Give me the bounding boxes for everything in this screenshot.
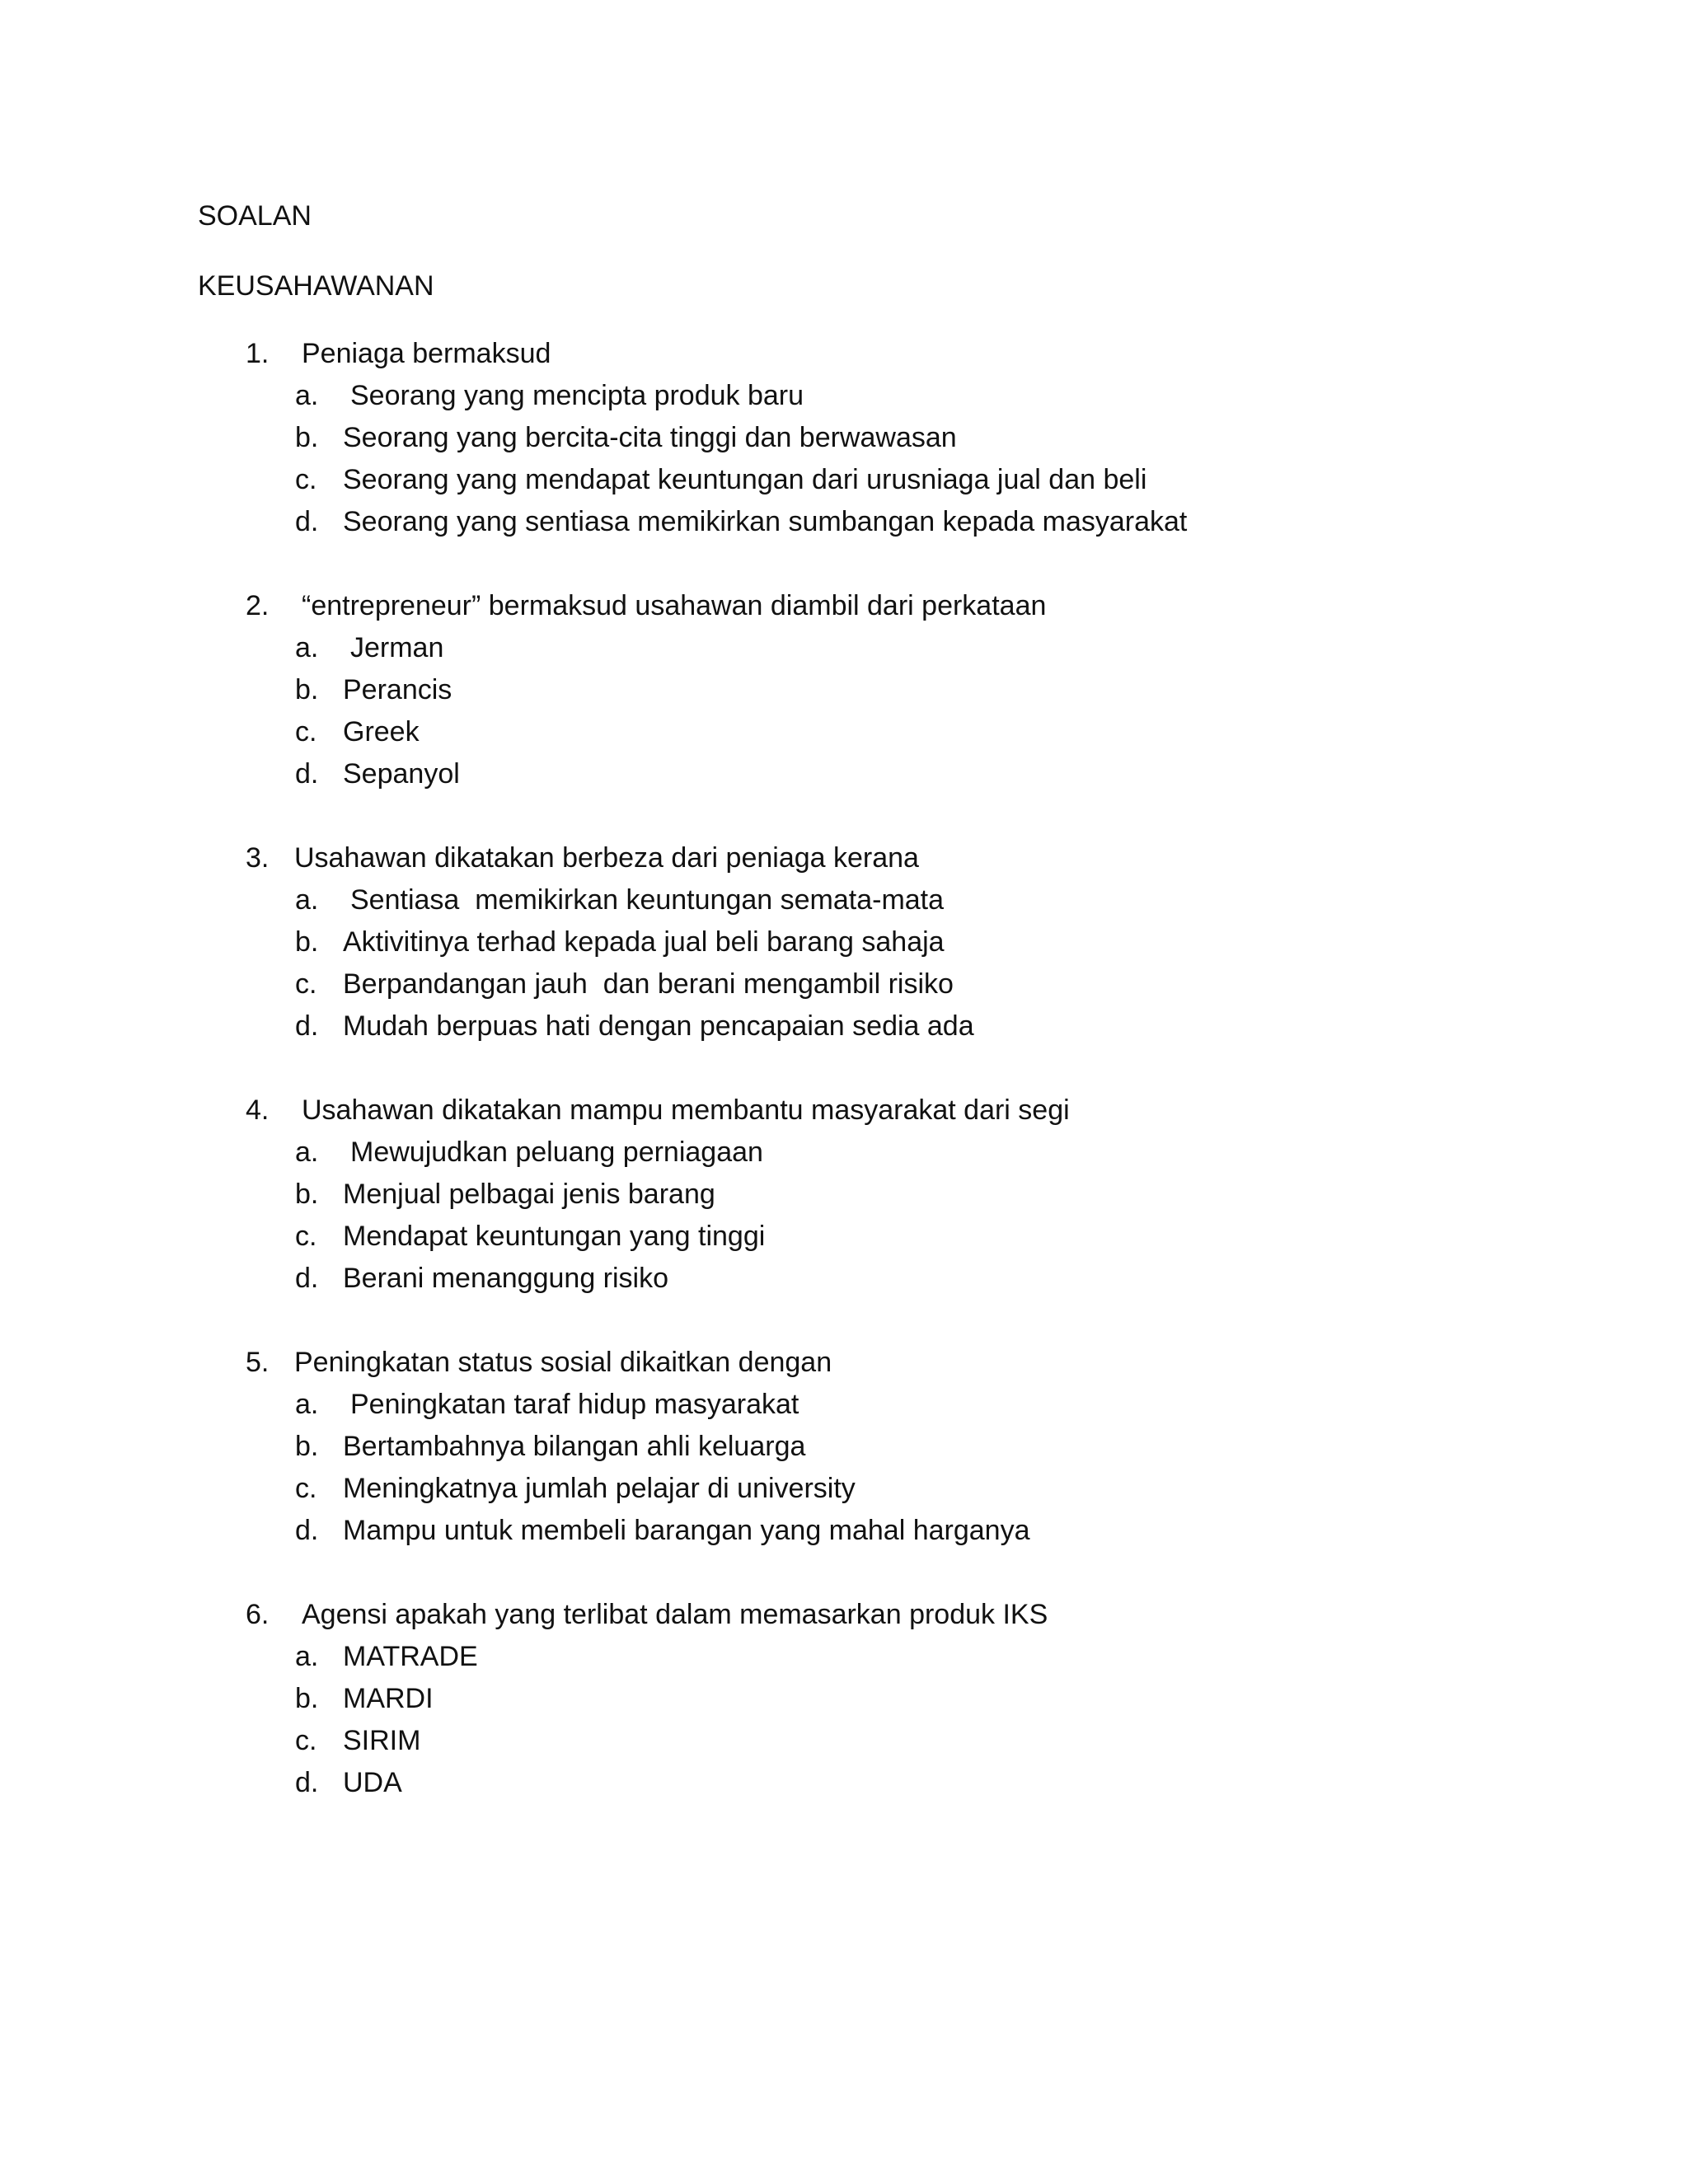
question-number: 6. <box>246 1599 270 1630</box>
option-row-c <box>0 1720 1688 1762</box>
option-text: Seorang yang sentiasa memikirkan sumbangan kepada masyarakat <box>343 506 1188 537</box>
option-letter: a. <box>295 1137 319 1168</box>
question-row <box>0 837 1688 879</box>
option-row-d <box>0 1005 1688 1047</box>
option-text: Jerman <box>350 632 444 663</box>
option-letter: c. <box>295 968 317 1000</box>
option-text: Berani menanggung risiko <box>343 1263 669 1294</box>
option-text: Bertambahnya bilangan ahli keluarga <box>343 1431 806 1462</box>
option-text: Sepanyol <box>343 758 460 790</box>
option-text: Perancis <box>343 674 452 705</box>
option-row-d <box>0 1762 1688 1804</box>
question-text: Peniaga bermaksud <box>302 338 551 369</box>
question-5 <box>0 1342 1688 1552</box>
option-row-c <box>0 1216 1688 1258</box>
option-text: MARDI <box>343 1683 434 1714</box>
subject-heading: KEUSAHAWANAN <box>198 270 434 302</box>
option-text: Mendapat keuntungan yang tinggi <box>343 1221 766 1252</box>
option-row-d <box>0 1510 1688 1552</box>
option-row-b <box>0 921 1688 963</box>
option-letter: a. <box>295 1641 319 1672</box>
question-6 <box>0 1594 1688 1804</box>
option-text: Mewujudkan peluang perniagaan <box>350 1137 763 1168</box>
option-text: Seorang yang mencipta produk baru <box>350 380 804 411</box>
question-text: Peningkatan status sosial dikaitkan dengan <box>294 1347 832 1378</box>
option-row-c <box>0 1468 1688 1510</box>
option-letter: b. <box>295 926 319 958</box>
option-row-b <box>0 669 1688 711</box>
option-row-b <box>0 417 1688 459</box>
option-text: Seorang yang bercita-cita tinggi dan berwawasan <box>343 422 957 453</box>
option-letter: c. <box>295 1221 317 1252</box>
page-title: SOALAN <box>198 200 312 232</box>
option-text: Greek <box>343 716 420 748</box>
option-text: Seorang yang mendapat keuntungan dari urusniaga jual dan beli <box>343 464 1147 495</box>
option-letter: d. <box>295 1767 319 1798</box>
question-2 <box>0 585 1688 795</box>
question-row <box>0 1342 1688 1384</box>
option-letter: b. <box>295 1179 319 1210</box>
option-row-d <box>0 1258 1688 1300</box>
question-1 <box>0 333 1688 543</box>
option-row-c <box>0 711 1688 753</box>
option-letter: c. <box>295 716 317 748</box>
option-row-a <box>0 1636 1688 1678</box>
option-text: Sentiasa memikirkan keuntungan semata-mata <box>350 884 945 916</box>
question-number: 4. <box>246 1094 270 1126</box>
option-letter: d. <box>295 506 319 537</box>
option-row-c <box>0 963 1688 1005</box>
option-row-a <box>0 879 1688 921</box>
option-row-a <box>0 375 1688 417</box>
option-letter: d. <box>295 1515 319 1546</box>
option-letter: c. <box>295 1725 317 1756</box>
question-number: 3. <box>246 842 270 874</box>
question-3 <box>0 837 1688 1047</box>
option-row-d <box>0 501 1688 543</box>
option-letter: a. <box>295 632 319 663</box>
option-letter: c. <box>295 464 317 495</box>
question-4 <box>0 1090 1688 1300</box>
option-row-c <box>0 459 1688 501</box>
option-text: UDA <box>343 1767 402 1798</box>
option-row-b <box>0 1174 1688 1216</box>
option-letter: b. <box>295 1683 319 1714</box>
option-letter: c. <box>295 1473 317 1504</box>
question-text: Agensi apakah yang terlibat dalam memasarkan produk IKS <box>302 1599 1048 1630</box>
option-letter: d. <box>295 1010 319 1042</box>
option-letter: d. <box>295 758 319 790</box>
option-row-a <box>0 1384 1688 1426</box>
option-letter: b. <box>295 422 319 453</box>
question-row <box>0 1090 1688 1132</box>
question-text: “entrepreneur” bermaksud usahawan diambil dari perkataan <box>302 590 1047 621</box>
option-text: MATRADE <box>343 1641 478 1672</box>
option-text: Mampu untuk membeli barangan yang mahal harganya <box>343 1515 1030 1546</box>
question-text: Usahawan dikatakan mampu membantu masyarakat dari segi <box>302 1094 1070 1126</box>
question-row <box>0 333 1688 375</box>
option-letter: b. <box>295 674 319 705</box>
question-number: 2. <box>246 590 270 621</box>
question-row <box>0 1594 1688 1636</box>
option-text: Mudah berpuas hati dengan pencapaian sedia ada <box>343 1010 974 1042</box>
option-text: Berpandangan jauh dan berani mengambil risiko <box>343 968 954 1000</box>
option-row-d <box>0 753 1688 795</box>
option-row-b <box>0 1426 1688 1468</box>
option-letter: b. <box>295 1431 319 1462</box>
option-row-a <box>0 1132 1688 1174</box>
option-letter: a. <box>295 884 319 916</box>
option-row-a <box>0 627 1688 669</box>
question-text: Usahawan dikatakan berbeza dari peniaga kerana <box>294 842 919 874</box>
option-text: Meningkatnya jumlah pelajar di university <box>343 1473 856 1504</box>
option-text: Peningkatan taraf hidup masyarakat <box>350 1389 799 1420</box>
option-row-b <box>0 1678 1688 1720</box>
option-letter: d. <box>295 1263 319 1294</box>
option-letter: a. <box>295 380 319 411</box>
option-text: Menjual pelbagai jenis barang <box>343 1179 715 1210</box>
option-text: SIRIM <box>343 1725 421 1756</box>
question-number: 5. <box>246 1347 270 1378</box>
question-number: 1. <box>246 338 270 369</box>
question-row <box>0 585 1688 627</box>
option-letter: a. <box>295 1389 319 1420</box>
option-text: Aktivitinya terhad kepada jual beli barang sahaja <box>343 926 945 958</box>
